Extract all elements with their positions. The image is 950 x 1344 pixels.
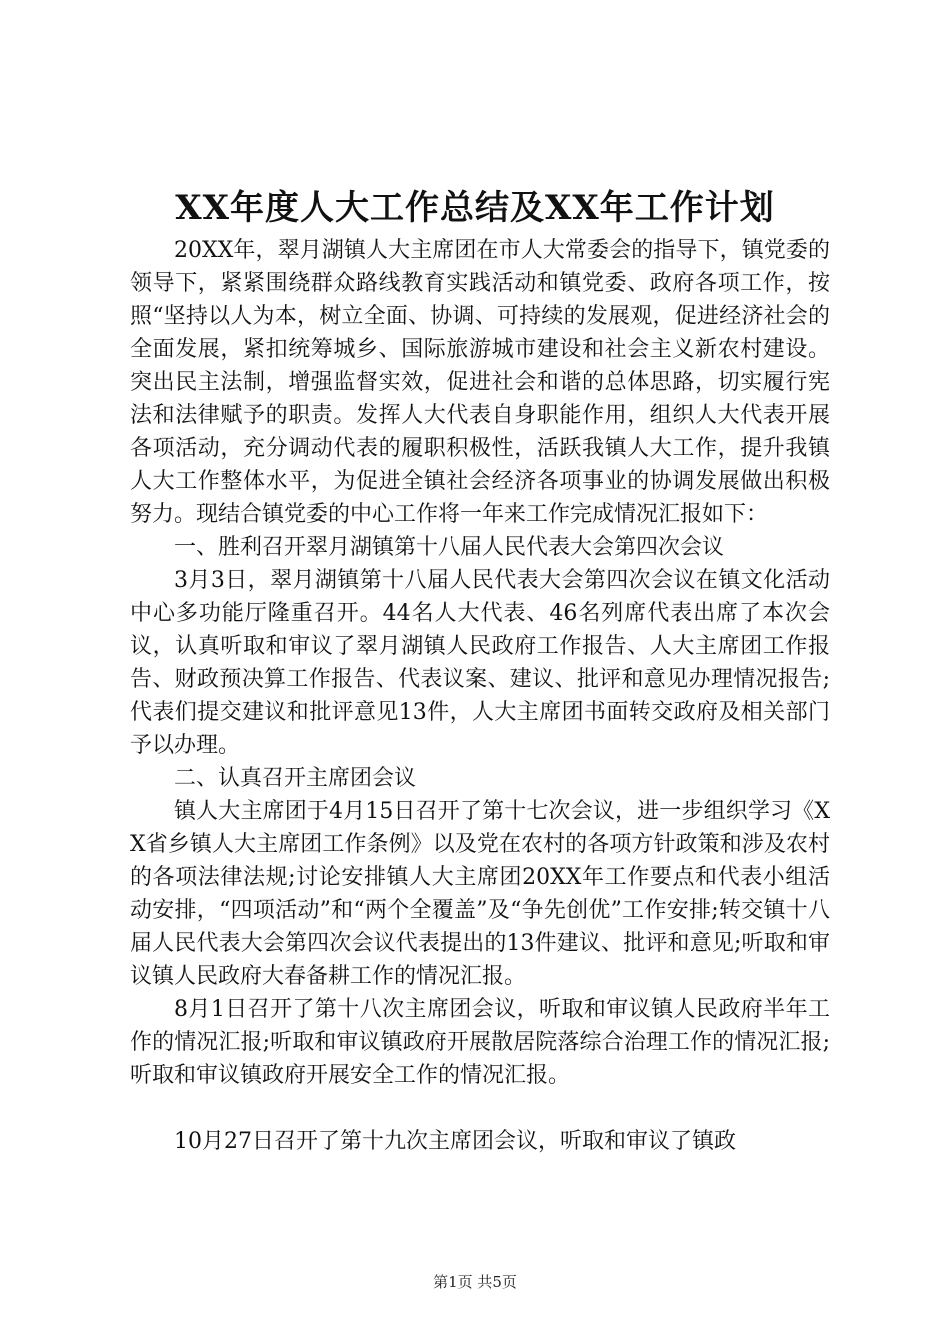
intro-paragraph: 20XX年，翠月湖镇人大主席团在市人大常委会的指导下，镇党委的领导下，紧紧围绕群众路线教育实践活动和镇党委、政府各项工作，按照“坚持以人为本，树立全面、协调、可持续的发展观，促进经济社会的全面发展，紧扣统筹城乡、国际旅游城市建设和社会主义新农村建设。突出民主法制，增强监督实效，促进社会和谐的总体思路，切实履行宪法和法律赋予的职责。发挥人大代表自身职能作用，组织人大代表开展各项活动，充分调动代表的履职积极性，活跃我镇人大工作，提升我镇人大工作整体水平，为促进全镇社会经济各项事业的协调发展做出积极努力。现结合镇党委的中心工作将一年来工作完成情况汇报如下： xyxy=(130,238,830,527)
section-heading-2: 二、认真召开主席团会议 xyxy=(174,766,417,791)
section-heading-1: 一、胜利召开翠月湖镇第十八届人民代表大会第四次会议 xyxy=(174,535,725,560)
document-title: XX年度人大工作总结及XX年工作计划 xyxy=(175,188,775,228)
page-footer: 第1页 共5页 xyxy=(433,1273,517,1291)
section-1-paragraph: 3月3日，翠月湖镇第十八届人民代表大会第四次会议在镇文化活动中心多功能厅隆重召开。44名人大代表、46名列席代表出席了本次会议，认真听取和审议了翠月湖镇人民政府工作报告、人大主席团工作报告、财政预决算工作报告、代表议案、建议、批评和意见办理情况报告;代表们提交建议和批评意见13件，人大主席团书面转交政府及相关部门予以办理。 xyxy=(130,568,830,758)
section-2-paragraph-1: 镇人大主席团于4月15日召开了第十七次会议，进一步组织学习《XX省乡镇人大主席团工作条例》以及党在农村的各项方针政策和涉及农村的各项法律法规;讨论安排镇人大主席团20XX年工作要点和代表小组活动安排，“四项活动”和“两个全覆盖”及“争先创优”工作安排;转交镇十八届人民代表大会第四次会议代表提出的13件建议、批评和意见;听取和审议镇人民政府大春备耕工作的情况汇报。 xyxy=(130,799,830,989)
section-2-paragraph-2: 8月1日召开了第十八次主席团会议，听取和审议镇人民政府半年工作的情况汇报;听取和审议镇政府开展散居院落综合治理工作的情况汇报;听取和审议镇政府开展安全工作的情况汇报。 xyxy=(130,997,830,1088)
document-body xyxy=(130,234,830,1158)
section-2-paragraph-3: 10月27日召开了第十九次主席团会议，听取和审议了镇政 xyxy=(174,1129,736,1154)
